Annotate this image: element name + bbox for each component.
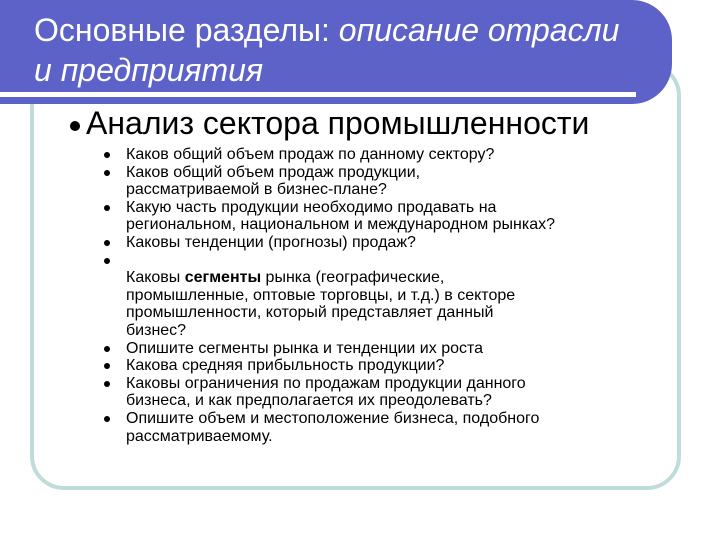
bullet-icon: [104, 363, 110, 369]
slide-title-normal: Основные разделы:: [34, 12, 339, 48]
slide-title: [34, 10, 634, 90]
list-item: [104, 357, 704, 375]
list-item-text-before: Каковы: [126, 269, 185, 287]
list-item: [104, 252, 704, 340]
section-heading-text: Анализ сектора промышленности: [86, 105, 590, 141]
list-item-text: Каков общий объем продаж по данному сектору?: [126, 146, 495, 163]
section-heading: [70, 104, 589, 142]
question-list: [104, 146, 704, 445]
list-item-text-after: рынка (географические, промышленные, оптовые торговцы, и т.д.) в секторе промышленности, который представляет данный бизнес?: [126, 269, 516, 339]
list-item-text: Каков общий объем продаж продукции, рассматриваемой в бизнес-плане?: [126, 163, 421, 199]
list-item-text: Опишите сегменты рынка и тенденции их роста: [126, 339, 484, 357]
list-item: [104, 234, 704, 252]
list-item-text-bold: сегменты: [184, 269, 262, 287]
list-item-text: Какую часть продукции необходимо продавать на региональном, национальном и международном рынках?: [126, 198, 556, 234]
slide-title-italic: описание отрасли и предприятия: [34, 12, 620, 88]
list-item: [104, 375, 704, 410]
list-item: [104, 146, 704, 164]
list-item-text: Какова средняя прибыльность продукции?: [126, 357, 445, 375]
bullet-icon: [104, 381, 110, 387]
title-divider: [0, 92, 636, 97]
bullet-icon: [104, 346, 110, 352]
bullet-icon: [104, 152, 110, 158]
bullet-icon: [104, 240, 110, 246]
list-item: [104, 199, 704, 234]
bullet-icon: [104, 258, 110, 264]
bullet-icon: [104, 205, 110, 211]
list-item-text: Каковы тенденции (прогнозы) продаж?: [126, 233, 416, 251]
bullet-icon: [104, 170, 110, 176]
list-item: [104, 164, 704, 199]
list-item-text: Опишите объем и местоположение бизнеса, подобного рассматриваемому.: [126, 409, 540, 445]
section-bullet-icon: [70, 121, 80, 131]
list-item-text: Каковы ограничения по продажам продукции данного бизнеса, и как предполагается их преодолевать?: [126, 374, 526, 410]
list-item: [104, 410, 704, 445]
bullet-icon: [104, 416, 110, 422]
list-item: [104, 340, 704, 358]
